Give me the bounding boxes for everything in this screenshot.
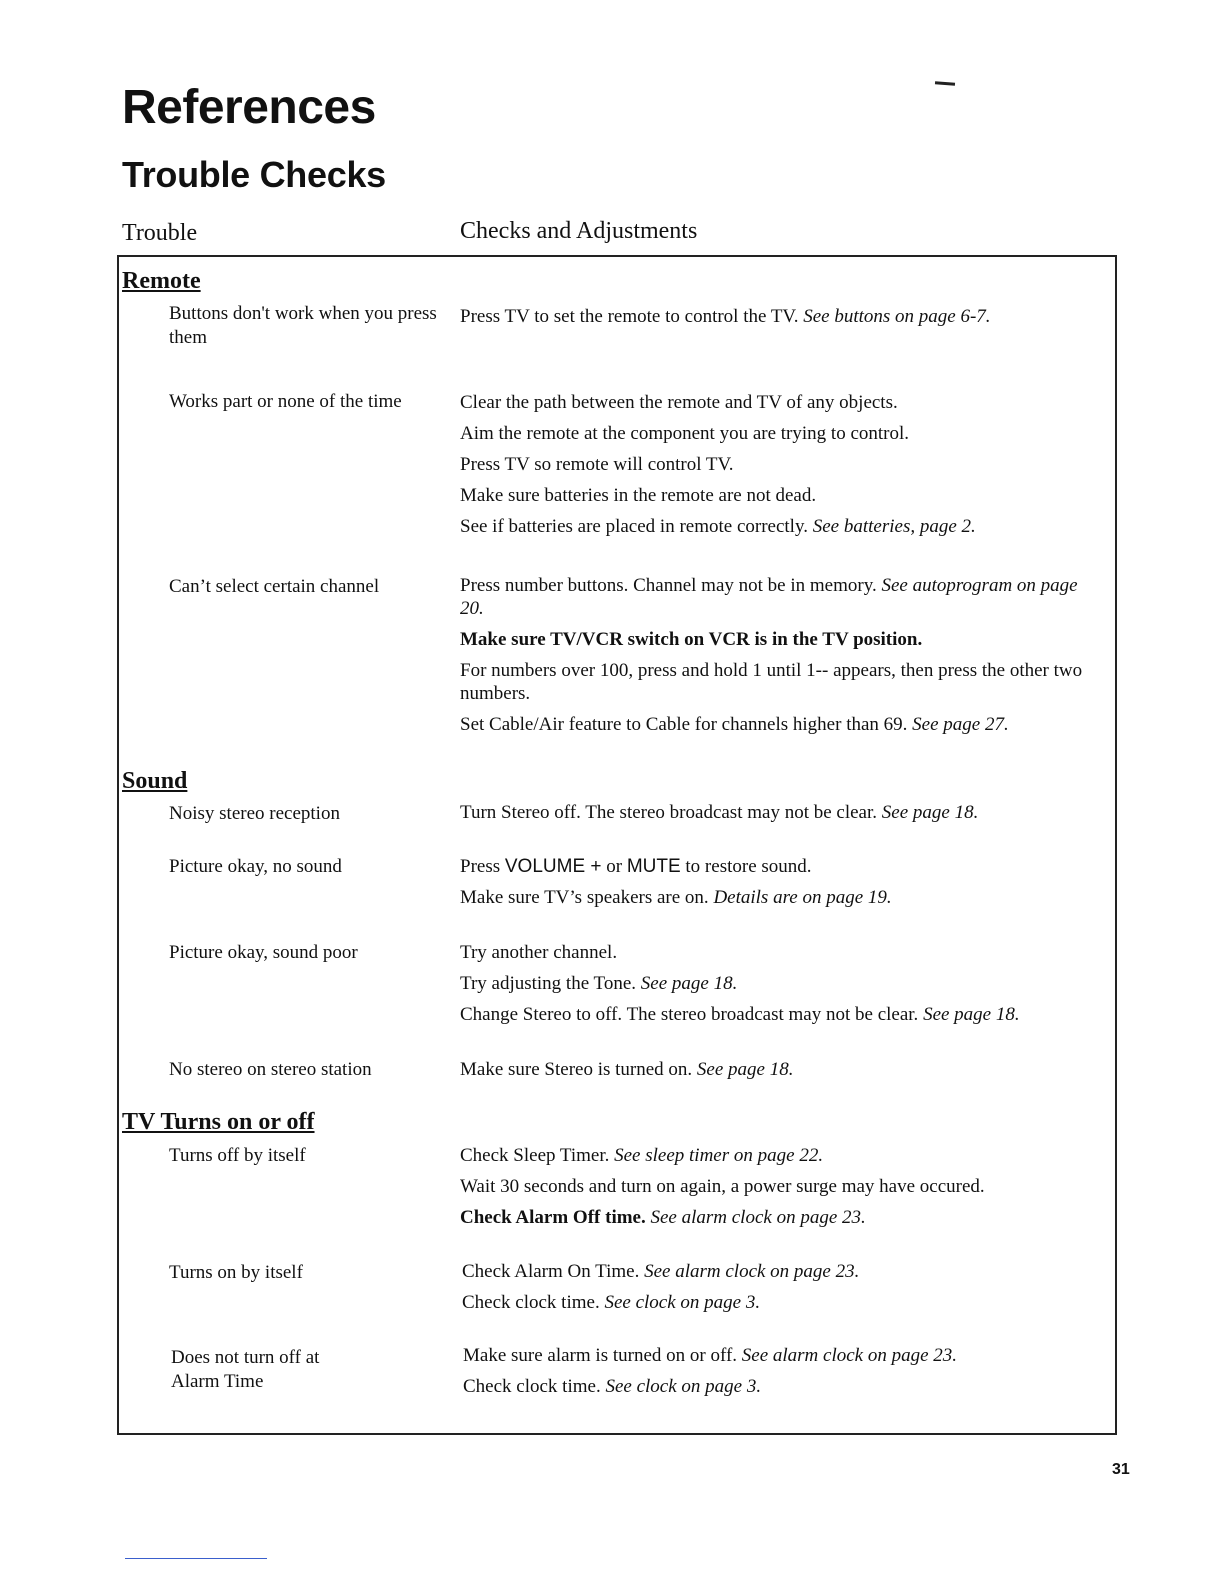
volume-plus-key-label: VOLUME + <box>504 856 602 877</box>
column-header-trouble: Trouble <box>122 220 198 246</box>
trouble-item: Turns off by itself <box>169 1145 306 1166</box>
page-reference: See buttons on page 6-7. <box>803 306 991 327</box>
check-line: For numbers over 100, press and hold 1 until 1-- appears, then press the other two numbers. <box>460 660 1083 704</box>
trouble-item: Noisy stereo reception <box>169 803 340 824</box>
checks-list <box>462 1260 1092 1322</box>
footer-rule <box>125 1558 267 1559</box>
check-line: Press number buttons. Channel may not be in memory. See autoprogram on page 20. <box>460 575 1078 619</box>
check-line: Make sure batteries in the remote are not dead. <box>460 485 817 506</box>
check-line: Press VOLUME + or MUTE to restore sound. <box>460 856 812 877</box>
checks-list <box>460 941 1090 1034</box>
page-subtitle: Trouble Checks <box>122 154 386 195</box>
page-reference: See page 18. <box>696 1059 794 1080</box>
checks-list <box>460 574 1090 744</box>
checks-list <box>460 1144 1090 1237</box>
page-reference: See clock on page 3. <box>604 1292 761 1313</box>
checks-list <box>460 1058 1090 1089</box>
page-reference: See page 18. <box>881 802 979 823</box>
check-line: Wait 30 seconds and turn on again, a power surge may have occured. <box>460 1176 985 1197</box>
check-line: Check clock time. See clock on page 3. <box>463 1376 762 1397</box>
check-line: Clear the path between the remote and TV of any objects. <box>460 392 898 413</box>
check-line: Make sure Stereo is turned on. See page 18. <box>460 1059 794 1080</box>
check-line: Make sure alarm is turned on or off. See alarm clock on page 23. <box>463 1345 958 1366</box>
page-number: 31 <box>1112 1461 1130 1478</box>
checks-list <box>460 801 1090 832</box>
scan-mark <box>935 81 955 85</box>
page-reference: See clock on page 3. <box>605 1376 762 1397</box>
checks-list <box>460 391 1090 546</box>
page-title: References <box>122 81 376 134</box>
page-reference: See alarm clock on page 23. <box>650 1207 866 1228</box>
check-line: Set Cable/Air feature to Cable for channels higher than 69. See page 27. <box>460 714 1009 735</box>
trouble-item: Does not turn off at Alarm Time <box>171 1347 320 1392</box>
check-line: Make sure TV/VCR switch on VCR is in the TV position. <box>460 629 923 650</box>
trouble-item: Picture okay, no sound <box>169 856 342 877</box>
page-reference: See page 27. <box>912 714 1009 735</box>
section-title-sound: Sound <box>122 768 188 794</box>
check-line: Aim the remote at the component you are trying to control. <box>460 423 910 444</box>
check-line: Turn Stereo off. The stereo broadcast may not be clear. See page 18. <box>460 802 979 823</box>
mute-key-label: MUTE <box>626 856 681 877</box>
check-line: Check clock time. See clock on page 3. <box>462 1292 761 1313</box>
check-line: Make sure TV’s speakers are on. Details are on page 19. <box>460 887 892 908</box>
page-reference: See alarm clock on page 23. <box>741 1345 958 1366</box>
trouble-item: Picture okay, sound poor <box>169 942 358 963</box>
page-reference: See sleep timer on page 22. <box>614 1145 824 1166</box>
page-reference: See alarm clock on page 23. <box>644 1261 860 1282</box>
check-line: Press TV to set the remote to control the TV. See buttons on page 6-7. <box>460 306 991 327</box>
check-line: Try another channel. <box>460 942 618 963</box>
trouble-item: No stereo on stereo station <box>169 1059 372 1080</box>
column-header-checks: Checks and Adjustments <box>460 218 698 244</box>
page-reference: See autoprogram on page 20. <box>460 575 1078 619</box>
check-line: Check Alarm On Time. See alarm clock on page 23. <box>462 1261 860 1282</box>
trouble-item: Can’t select certain channel <box>169 576 380 597</box>
check-line: Press TV so remote will control TV. <box>460 454 734 475</box>
check-line: Change Stereo to off. The stereo broadcast may not be clear. See page 18. <box>460 1004 1020 1025</box>
section-title-remote: Remote <box>122 268 201 294</box>
page-reference: See page 18. <box>923 1004 1020 1025</box>
trouble-item: Turns on by itself <box>169 1262 303 1283</box>
trouble-item: Works part or none of the time <box>169 391 402 412</box>
checks-list <box>463 1344 1093 1406</box>
checks-list <box>460 305 1090 336</box>
check-line: See if batteries are placed in remote correctly. See batteries, page 2. <box>460 516 976 537</box>
page-reference: See batteries, page 2. <box>812 516 976 537</box>
page-reference: See page 18. <box>640 973 738 994</box>
checks-list <box>460 855 1090 917</box>
trouble-item: Buttons don't work when you press them <box>169 303 437 348</box>
section-title-power: TV Turns on or off <box>122 1109 315 1135</box>
check-line: Check Sleep Timer. See sleep timer on page 22. <box>460 1145 824 1166</box>
check-line: Try adjusting the Tone. See page 18. <box>460 973 738 994</box>
check-line: Check Alarm Off time. See alarm clock on page 23. <box>460 1207 866 1228</box>
page-reference: Details are on page 19. <box>713 887 892 908</box>
